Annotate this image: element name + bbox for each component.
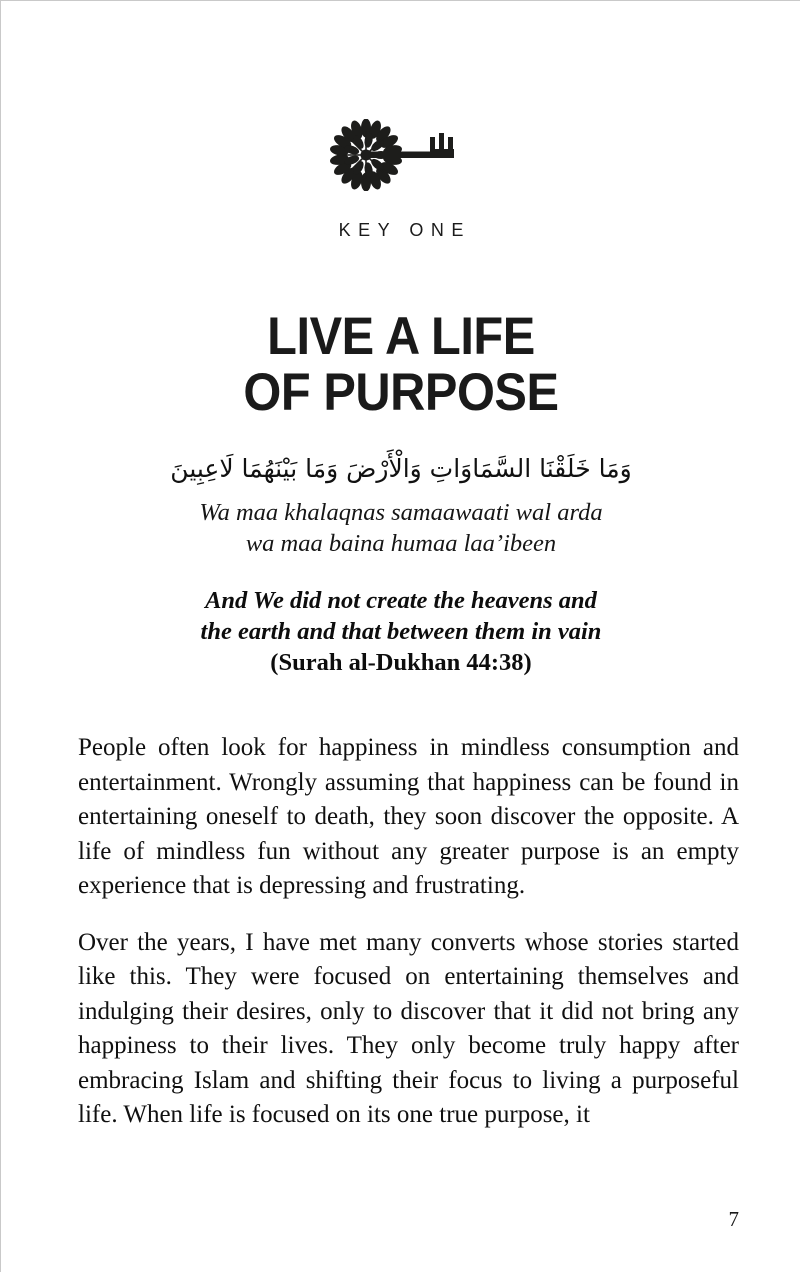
chapter-eyebrow: KEY ONE <box>338 220 471 240</box>
tree-key-icon <box>326 119 476 191</box>
page-number: 7 <box>728 1207 739 1231</box>
body-paragraph-2: Over the years, I have met many converts whose stories started like this. They were focused on entertaining themselves and indulging their desires, only to discover that it did not bring any happiness to their lives. They only become truly happy after embracing Islam and shifting their focus to living a purposeful life. When life is focused on its one true purpose, it <box>78 928 739 1128</box>
chapter-title-line-1: LIVE A LIFE <box>267 306 535 366</box>
transliteration-line-1: Wa maa khalaqnas samaawaati wal arda <box>199 499 603 526</box>
body-paragraph-1: People often look for happiness in mindless consumption and entertainment. Wrongly assuming that happiness can be found in entertaining oneself to death, they soon discover the opposite. A life of mindless fun without any greater purpose is an empty experience that is depressing and frustrating. <box>78 734 739 899</box>
quran-quote-block <box>101 449 701 678</box>
chapter-title-line-2: OF PURPOSE <box>243 362 559 422</box>
ayah-translation <box>101 585 701 678</box>
ayah-transliteration <box>101 497 701 559</box>
page-title <box>33 306 769 422</box>
ayah-citation: (Surah al-Dukhan 44:38) <box>270 649 532 676</box>
chapter-ornament <box>1 119 800 191</box>
body-copy <box>78 731 739 1133</box>
transliteration-line-2: wa maa baina humaa laa’ibeen <box>245 530 557 557</box>
translation-line-2: the earth and that between them in vain <box>200 618 602 645</box>
ayah-arabic-text: وَمَا خَلَقْنَا السَّمَاوَاتِ وَالْأَرْضَ وَمَا بَيْنَهُمَا لَاعِبِينَ <box>170 454 632 483</box>
translation-line-1: And We did not create the heavens and <box>205 587 597 614</box>
